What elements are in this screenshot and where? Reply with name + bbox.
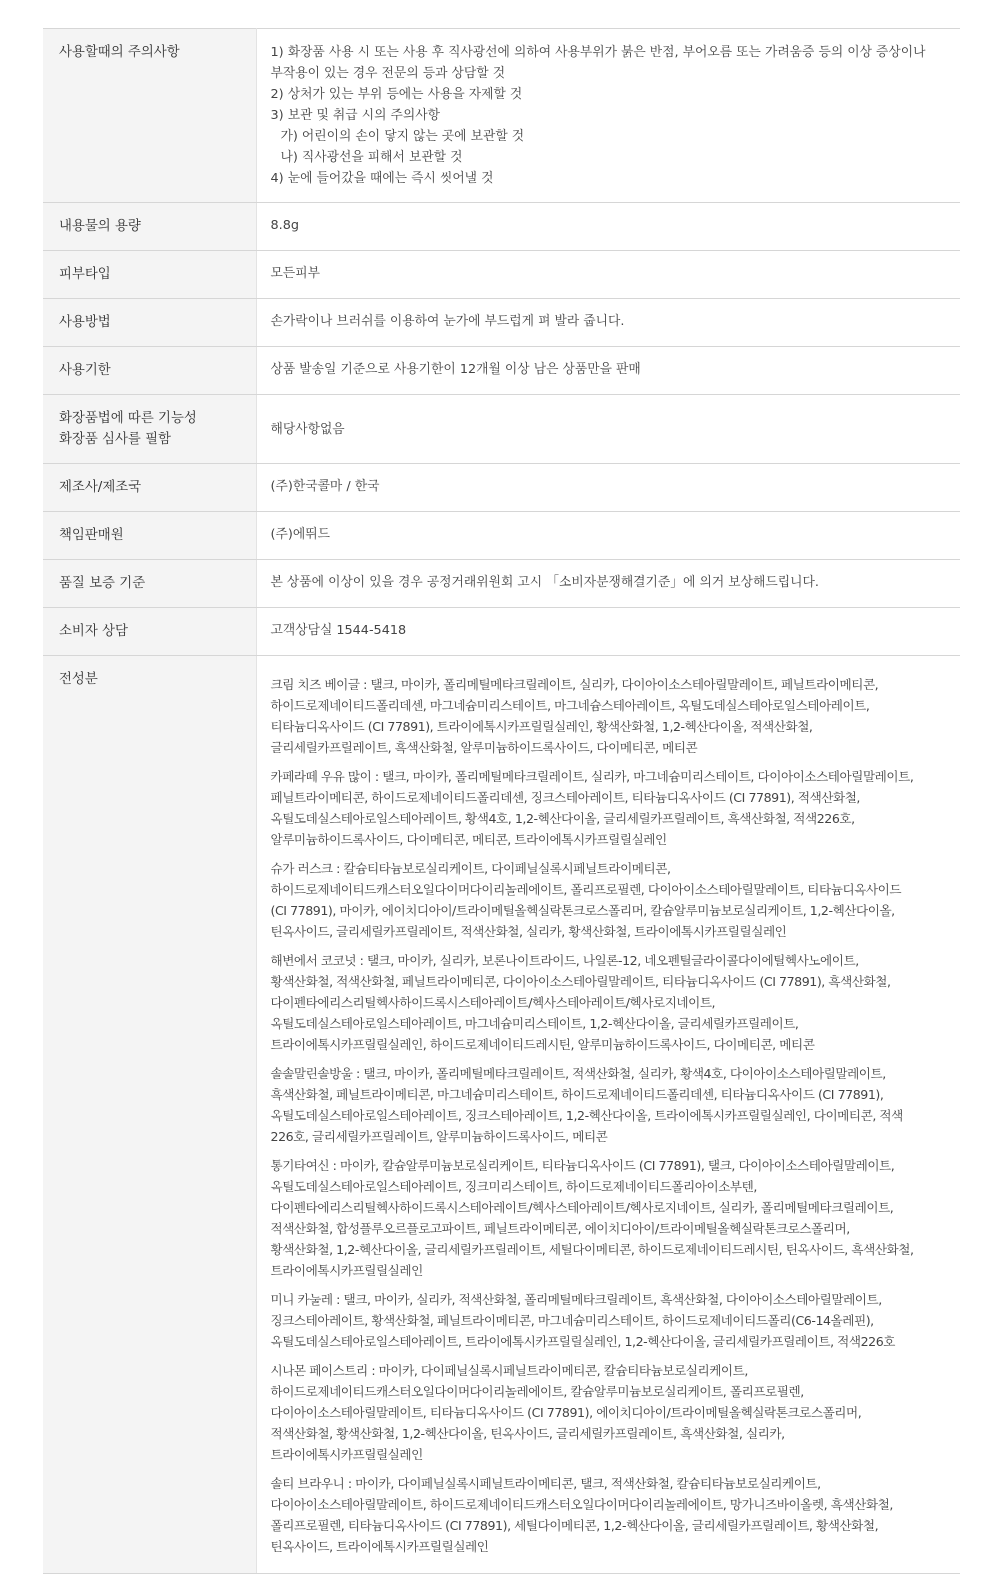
ingredient-line: 하이드로제네이티드캐스터오일다이머다이리놀레에이트, 폴리프로필렌, 다이아이소스테아릴말레이트, 티타늄디옥사이드 bbox=[270, 882, 902, 897]
row-value-cell bbox=[256, 29, 960, 203]
row-label: 품질 보증 기준 bbox=[59, 576, 146, 591]
row-value-cell bbox=[256, 347, 960, 395]
row-label: 사용방법 bbox=[59, 315, 111, 330]
ingredient-group bbox=[271, 858, 957, 942]
ingredient-line: 적색산화철, 합성플루오르플로고파이트, 페닐트라이메티콘, 에이치디아이/트라이메틸올헥실락톤크로스폴리머, bbox=[270, 1221, 850, 1236]
ingredient-line: 솔티 브라우니 : 마이카, 다이페닐실록시페닐트라이메티콘, 탤크, 적색산화철, 칼슘티타늄보로실리케이트, bbox=[270, 1476, 821, 1491]
caution-line: 1) 화장품 사용 시 또는 사용 후 직사광선에 의하여 사용부위가 붉은 반점, 부어오름 또는 가려움증 등의 이상 증상이나 bbox=[270, 45, 926, 60]
info-row bbox=[43, 203, 960, 251]
ingredient-line: 크림 치즈 베이글 : 탤크, 마이카, 폴리메틸메타크릴레이트, 실리카, 다이아이소스테아릴말레이트, 페닐트라이메티콘, bbox=[270, 677, 879, 692]
ingredient-group bbox=[271, 1360, 957, 1465]
info-row bbox=[43, 29, 960, 203]
row-value-cell bbox=[256, 395, 960, 464]
ingredient-line: 옥틸도데실스테아로일스테아레이트, 트라이에톡시카프릴릴실레인, 1,2-헥산다이올, 글리세릴카프릴레이트, 적색226호 bbox=[270, 1334, 896, 1349]
row-label-cell bbox=[43, 203, 256, 251]
ingredient-line: 다이아이소스테아릴말레이트, 티타늄디옥사이드 (CI 77891), 에이치디아이/트라이메틸올헥실락톤크로스폴리머, bbox=[270, 1405, 862, 1420]
caution-line: 가) 어린이의 손이 닿지 않는 곳에 보관할 것 bbox=[280, 129, 525, 144]
row-value-cell bbox=[256, 512, 960, 560]
ingredient-line: 알루미늄하이드록사이드, 다이메티콘, 메티콘, 트라이에톡시카프릴릴실레인 bbox=[270, 832, 667, 847]
row-label-cell bbox=[43, 512, 256, 560]
ingredient-line: 트라이에톡시카프릴릴실레인 bbox=[270, 1447, 423, 1462]
ingredients-label-cell bbox=[43, 656, 256, 1574]
info-row bbox=[43, 464, 960, 512]
row-label-cell bbox=[43, 299, 256, 347]
row-label: 책임판매원 bbox=[59, 528, 124, 543]
ingredient-line: 다이펜타에리스리틸헥사하이드록시스테아레이트/헥사스테아레이트/헥사로지네이트, 실리카, 폴리메틸메타크릴레이트, bbox=[270, 1200, 894, 1215]
ingredient-line: 다이아이소스테아릴말레이트, 하이드로제네이티드캐스터오일다이머다이리놀레에이트, 망가니즈바이올렛, 흑색산화철, bbox=[270, 1497, 893, 1512]
ingredient-line: 트라이에톡시카프릴릴실레인 bbox=[270, 1263, 423, 1278]
ingredient-line: 옥틸도데실스테아로일스테아레이트, 마그네슘미리스테이트, 1,2-헥산다이올, 글리세릴카프릴레이트, bbox=[270, 1016, 799, 1031]
ingredient-line: 황색산화철, 1,2-헥산다이올, 글리세릴카프릴레이트, 세틸다이메티콘, 하이드로제네이티드레시틴, 틴옥사이드, 흑색산화철, bbox=[270, 1242, 914, 1257]
row-value: 손가락이나 브러쉬를 이용하여 눈가에 부드럽게 펴 발라 줍니다. bbox=[270, 314, 625, 329]
row-label-cell bbox=[43, 395, 256, 464]
ingredient-line: 페닐트라이메티콘, 하이드로제네이티드폴리데센, 징크스테아레이트, 티타늄디옥사이드 (CI 77891), 적색산화철, bbox=[270, 790, 860, 805]
row-value: (주)에뛰드 bbox=[270, 527, 330, 542]
ingredient-group bbox=[271, 1155, 957, 1281]
ingredient-line: 옥틸도데실스테아로일스테아레이트, 황색4호, 1,2-헥산다이올, 글리세릴카프릴레이트, 흑색산화철, 적색226호, bbox=[270, 811, 855, 826]
ingredient-line: 징크스테아레이트, 황색산화철, 페닐트라이메티콘, 마그네슘미리스테이트, 하이드로제네이티드폴리(C6-14올레핀), bbox=[270, 1313, 874, 1328]
ingredient-line: 틴옥사이드, 트라이에톡시카프릴릴실레인 bbox=[270, 1539, 489, 1554]
row-value-cell bbox=[256, 560, 960, 608]
ingredient-line: 트라이에톡시카프릴릴실레인, 하이드로제네이티드레시틴, 알루미늄하이드록사이드, 다이메티콘, 메티콘 bbox=[270, 1037, 815, 1052]
row-value: 본 상품에 이상이 있을 경우 공정거래위원회 고시 「소비자분쟁해결기준」에 의거 보상해드립니다. bbox=[270, 575, 819, 590]
row-value-cell bbox=[256, 299, 960, 347]
info-row bbox=[43, 299, 960, 347]
info-row bbox=[43, 512, 960, 560]
ingredient-group bbox=[271, 950, 957, 1055]
ingredient-line: 미니 카눌레 : 탤크, 마이카, 실리카, 적색산화철, 폴리메틸메타크릴레이트, 흑색산화철, 다이아이소스테아릴말레이트, bbox=[270, 1292, 882, 1307]
row-value: 상품 발송일 기준으로 사용기한이 12개월 이상 남은 상품만을 판매 bbox=[270, 362, 641, 377]
row-label: 소비자 상담 bbox=[59, 624, 128, 639]
product-info-body bbox=[43, 29, 960, 1574]
ingredient-line: 옥틸도데실스테아로일스테아레이트, 징크스테아레이트, 1,2-헥산다이올, 트라이에톡시카프릴릴실레인, 다이메티콘, 적색 bbox=[270, 1108, 903, 1123]
row-label-cell bbox=[43, 251, 256, 299]
caution-line: 3) 보관 및 취급 시의 주의사항 bbox=[270, 108, 440, 123]
row-label: 피부타입 bbox=[59, 267, 111, 282]
info-row bbox=[43, 347, 960, 395]
row-value: 8.8g bbox=[270, 218, 299, 233]
row-value-cell bbox=[256, 608, 960, 656]
row-value: 해당사항없음 bbox=[270, 421, 345, 437]
ingredients-label: 전성분 bbox=[59, 672, 98, 687]
ingredient-line: 솔솔말린솔방울 : 탤크, 마이카, 폴리메틸메타크릴레이트, 적색산화철, 실리카, 황색4호, 다이아이소스테아릴말레이트, bbox=[270, 1066, 886, 1081]
row-label: 제조사/제조국 bbox=[59, 480, 142, 495]
ingredient-group bbox=[271, 674, 957, 758]
ingredient-line: 옥틸도데실스테아로일스테아레이트, 징크미리스테이트, 하이드로제네이티드폴리아이소부텐, bbox=[270, 1179, 757, 1194]
ingredient-line: 적색산화철, 황색산화철, 1,2-헥산다이올, 틴옥사이드, 글리세릴카프릴레이트, 흑색산화철, 실리카, bbox=[270, 1426, 785, 1441]
row-label-cell bbox=[43, 464, 256, 512]
ingredient-line: 틴옥사이드, 글리세릴카프릴레이트, 적색산화철, 실리카, 황색산화철, 트라이에톡시카프릴릴실레인 bbox=[270, 924, 787, 939]
ingredient-line: 통기타여신 : 마이카, 칼슘알루미늄보로실리케이트, 티타늄디옥사이드 (CI 77891), 탤크, 다이아이소스테아릴말레이트, bbox=[270, 1158, 895, 1173]
row-value: (주)한국콜마 / 한국 bbox=[270, 479, 380, 494]
row-label: 사용할때의 주의사항 bbox=[59, 45, 180, 60]
caution-line: 나) 직사광선을 피해서 보관할 것 bbox=[280, 150, 463, 165]
info-row bbox=[43, 395, 960, 464]
ingredient-line: 흑색산화철, 페닐트라이메티콘, 마그네슘미리스테이트, 하이드로제네이티드폴리데센, 티타늄디옥사이드 (CI 77891), bbox=[270, 1087, 884, 1102]
caution-line: 부작용이 있는 경우 전문의 등과 상담할 것 bbox=[270, 66, 506, 81]
row-value-cell bbox=[256, 203, 960, 251]
row-label: 내용물의 용량 bbox=[59, 219, 141, 234]
row-value-cell bbox=[256, 464, 960, 512]
ingredients-row bbox=[43, 656, 960, 1574]
ingredient-line: 티타늄디옥사이드 (CI 77891), 트라이에톡시카프릴릴실레인, 황색산화철, 1,2-헥산다이올, 적색산화철, bbox=[270, 719, 813, 734]
row-value: 고객상담실 1544-5418 bbox=[270, 623, 407, 638]
row-label-cell bbox=[43, 347, 256, 395]
ingredient-group bbox=[271, 1063, 957, 1147]
row-label: 화장품법에 따른 기능성 bbox=[59, 411, 197, 426]
ingredient-group bbox=[271, 766, 957, 850]
info-row bbox=[43, 251, 960, 299]
ingredient-line: 카페라떼 우유 많이 : 탤크, 마이카, 폴리메틸메타크릴레이트, 실리카, 마그네슘미리스테이트, 다이아이소스테아릴말레이트, bbox=[270, 769, 914, 784]
ingredient-group bbox=[271, 1289, 957, 1352]
ingredient-line: 해변에서 코코넛 : 탤크, 마이카, 실리카, 보론나이트라이드, 나일론-12, 네오펜틸글라이콜다이에틸헥사노에이트, bbox=[270, 953, 859, 968]
ingredient-line: 하이드로제네이티드캐스터오일다이머다이리놀레에이트, 칼슘알루미늄보로실리케이트, 폴리프로필렌, bbox=[270, 1384, 804, 1399]
row-label: 화장품 심사를 필함 bbox=[59, 432, 171, 447]
ingredient-line: 슈가 러스크 : 칼슘티타늄보로실리케이트, 다이페닐실록시페닐트라이메티콘, bbox=[270, 861, 671, 876]
ingredient-line: 226호, 글리세릴카프릴레이트, 알루미늄하이드록사이드, 메티콘 bbox=[270, 1129, 608, 1144]
info-row bbox=[43, 608, 960, 656]
row-value: 모든피부 bbox=[270, 266, 320, 281]
ingredient-line: 하이드로제네이티드폴리데센, 마그네슘미리스테이트, 마그네슘스테아레이트, 옥틸도데실스테아로일스테아레이트, bbox=[270, 698, 870, 713]
row-label-cell bbox=[43, 29, 256, 203]
caution-line: 4) 눈에 들어갔을 때에는 즉시 씻어낼 것 bbox=[270, 171, 494, 186]
ingredient-line: (CI 77891), 마이카, 에이치디아이/트라이메틸올헥실락톤크로스폴리머, 칼슘알루미늄보로실리케이트, 1,2-헥산다이올, bbox=[270, 903, 895, 918]
row-label-cell bbox=[43, 560, 256, 608]
ingredient-line: 폴리프로필렌, 티타늄디옥사이드 (CI 77891), 세틸다이메티콘, 1,2-헥산다이올, 글리세릴카프릴레이트, 황색산화철, bbox=[270, 1518, 879, 1533]
row-value-cell bbox=[256, 251, 960, 299]
ingredient-line: 황색산화철, 적색산화철, 페닐트라이메티콘, 다이아이소스테아릴말레이트, 티타늄디옥사이드 (CI 77891), 흑색산화철, bbox=[270, 974, 891, 989]
row-label: 사용기한 bbox=[59, 363, 111, 378]
caution-line: 2) 상처가 있는 부위 등에는 사용을 자제할 것 bbox=[270, 87, 523, 102]
ingredient-line: 글리세릴카프릴레이트, 흑색산화철, 알루미늄하이드록사이드, 다이메티콘, 메티콘 bbox=[270, 740, 698, 755]
ingredient-group bbox=[271, 1473, 957, 1557]
ingredient-line: 다이펜타에리스리틸헥사하이드록시스테아레이트/헥사스테아레이트/헥사로지네이트, bbox=[270, 995, 716, 1010]
info-row bbox=[43, 560, 960, 608]
ingredient-line: 시나몬 페이스트리 : 마이카, 다이페닐실록시페닐트라이메티콘, 칼슘티타늄보로실리케이트, bbox=[270, 1363, 748, 1378]
product-info-table bbox=[43, 28, 960, 1574]
row-label-cell bbox=[43, 608, 256, 656]
ingredients-value-cell bbox=[256, 656, 960, 1574]
